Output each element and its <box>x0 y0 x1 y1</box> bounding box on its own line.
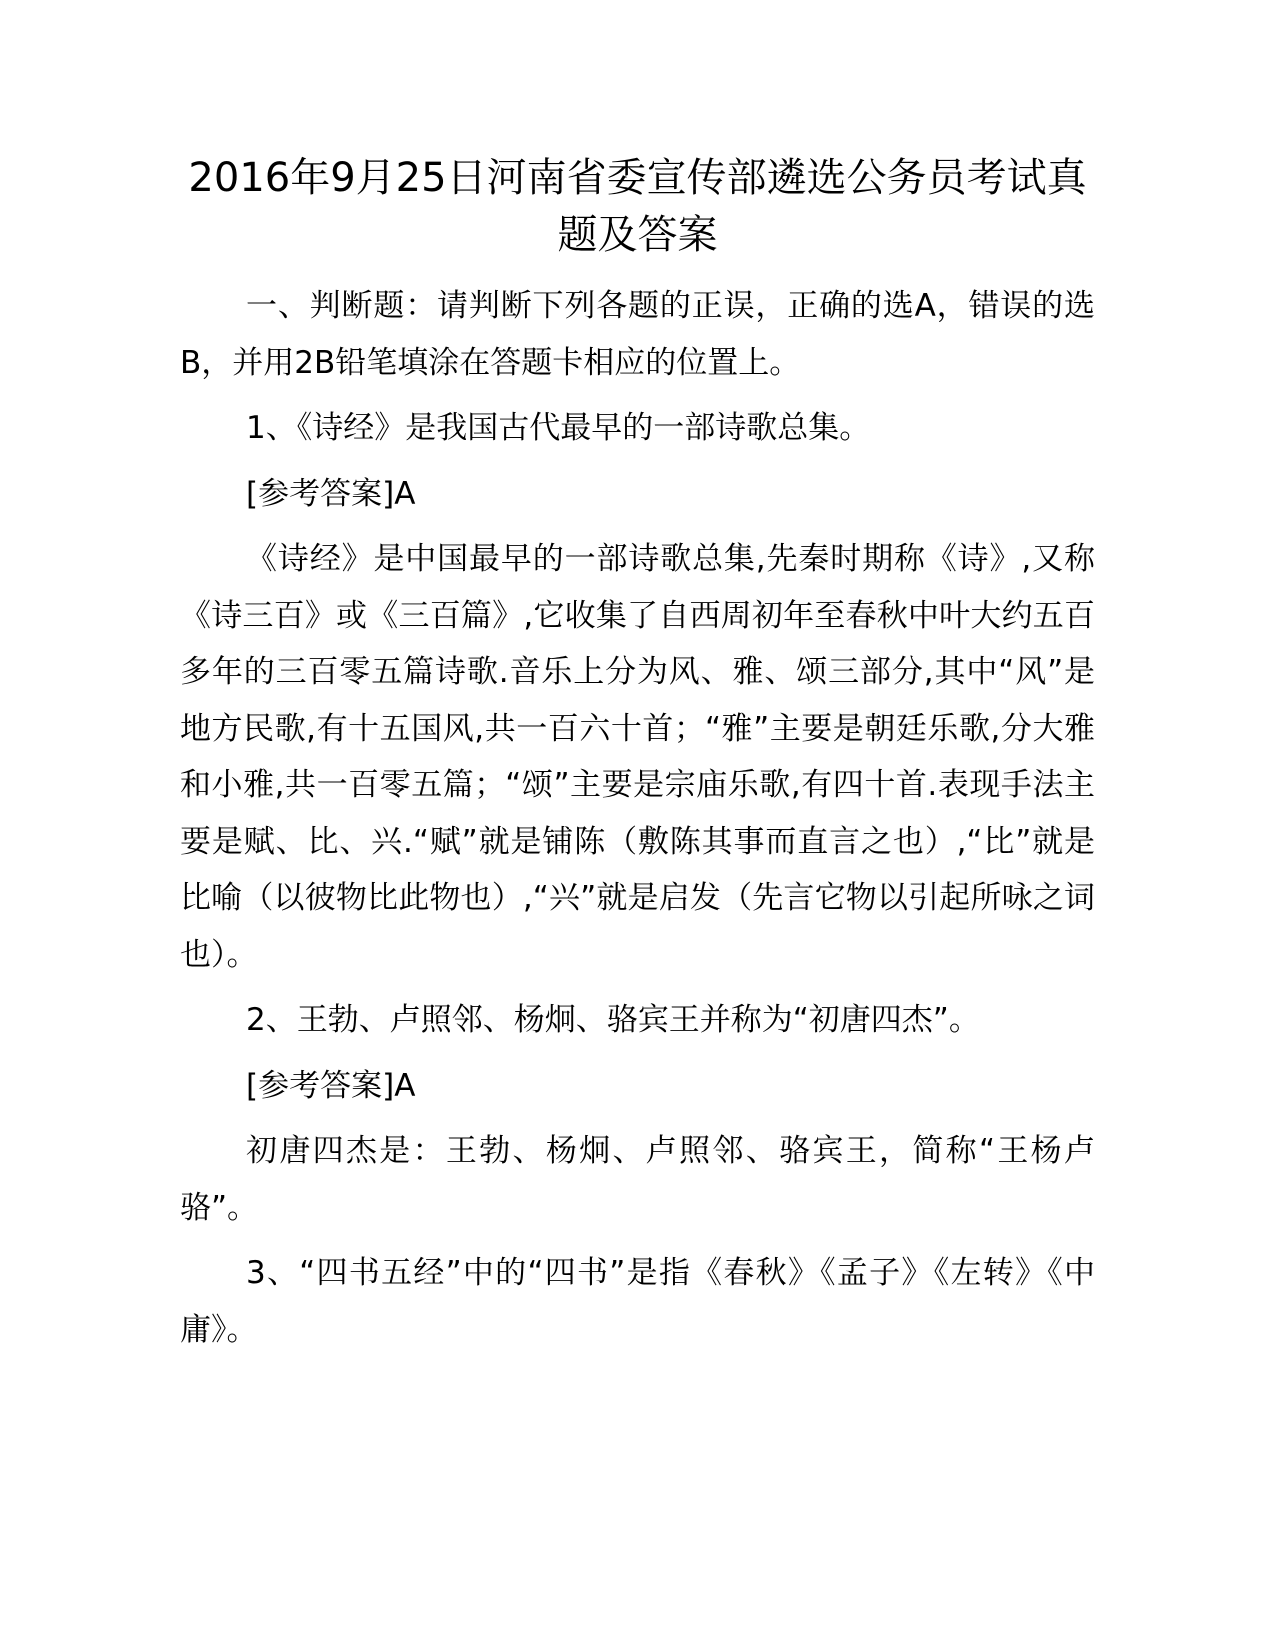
question-2: 2、王勃、卢照邻、杨炯、骆宾王并称为“初唐四杰”。 <box>246 1002 980 1038</box>
answer-1: [参考答案]A <box>246 475 416 512</box>
explanation-1: 《诗经》是中国最早的一部诗歌总集,先秦时期称《诗》,又称《诗三百》或《三百篇》,它收集了自西周初年至春秋中叶大约五百多年的三百零五篇诗歌.音乐上分为风、雅、颂三部分,其中“风”是地方民歌,有十五国风,共一百六十首；“雅”主要是朝廷乐歌,分大雅和小雅,共一百零五篇；“颂”主要是宗庙乐歌,有四十首.表现手法主要是赋、比、兴.“赋”就是铺陈（敷陈其事而直言之也）,“比”就是比喻（以彼物比此物也）,“兴”就是启发（先言它物以引起所咏之词也）。 <box>180 541 1095 973</box>
section-instructions: 一、判断题：请判断下列各题的正误，正确的选A，错误的选B，并用2B铅笔填涂在答题卡相应的位置上。 <box>180 288 1095 381</box>
explanation-2: 初唐四杰是：王勃、杨炯、卢照邻、骆宾王，简称“王杨卢骆”。 <box>180 1133 1095 1226</box>
document-body <box>180 278 1095 1367</box>
question-3: 3、“四书五经”中的“四书”是指《春秋》《孟子》《左转》《中庸》。 <box>180 1255 1095 1348</box>
answer-2: [参考答案]A <box>246 1067 416 1104</box>
question-1: 1、《诗经》是我国古代最早的一部诗歌总集。 <box>246 410 871 446</box>
document-title: 2016年9月25日河南省委宣传部遴选公务员考试真题及答案 <box>188 155 1087 258</box>
